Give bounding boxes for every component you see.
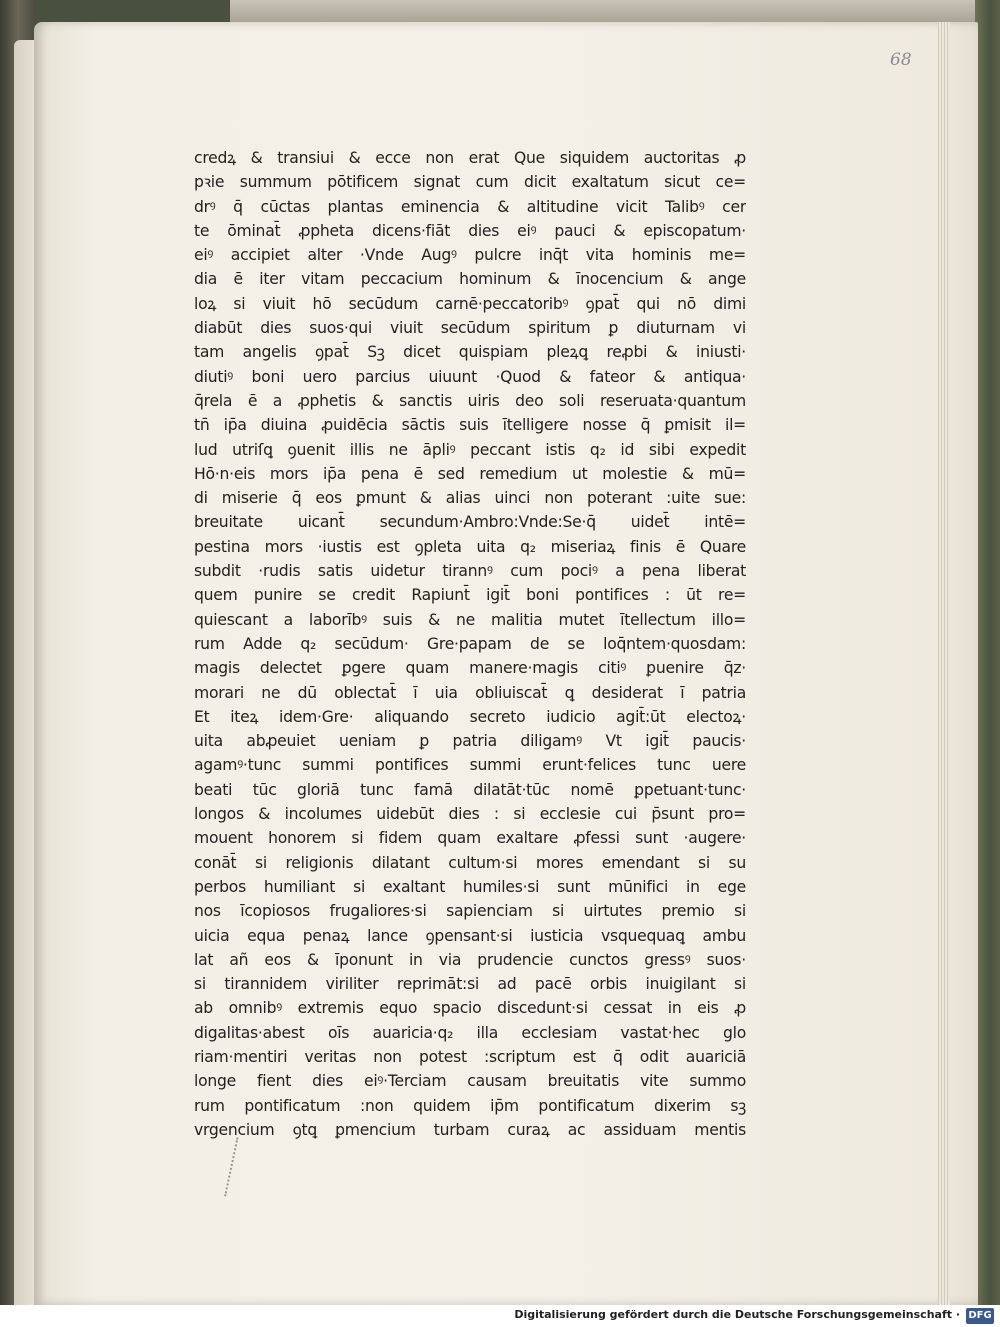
text-line: pestina mors ·iustis est ꝯpleta uita q₂ miseriaꝝ finis ē Quare: [194, 537, 746, 556]
text-line: eiꝰ accipiet alter ·Vnde Augꝰ pulcre inq̄t vita hominis me=: [194, 246, 746, 265]
text-line: lat añ eos & īponunt in via prudencie cunctos gressꝰ suos·: [194, 950, 746, 969]
text-line: beati tūc gloriā tunc famā dilatāt·tūc nomē ꝑpetuant·tunc·: [194, 780, 746, 799]
text-line: te ōminat̄ ꝓpheta dicens·fiāt dies eiꝰ pauci & episcopatum·: [194, 221, 746, 240]
text-line: di miserie q̄ eos ꝑmunt & alias uinci non poterant :uite sue:: [194, 489, 746, 508]
page-stack-edge: [938, 22, 950, 1305]
text-line: si tirannidem viriliter reprimāt:si ad pacē orbis inuigilant si: [194, 975, 746, 994]
text-line: credꝝ & transiui & ecce non erat Que siquidem auctoritas ꝓ: [194, 149, 746, 167]
text-line: Et iteꝝ idem·Gre· aliquando secreto iudicio agit̄:ūt electoꝝ·: [194, 707, 746, 726]
text-line: perbos humiliant si exaltant humiles·si sunt mūnifici in ege: [194, 877, 746, 896]
text-line: conāt̄ si religionis dilatant cultum·si mores emendant si su: [194, 853, 746, 872]
text-line: rum Adde q₂ secūdum· Gre·papam de se loq̄ntem·quosdam:: [194, 634, 746, 653]
text-line: drꝰ q̄ cūctas plantas eminencia & altitudine vicit Talibꝰ cer: [194, 197, 746, 216]
footer-bar: [0, 1305, 1000, 1327]
book-cover-right: [975, 0, 1000, 1305]
dfg-logo: DFG: [966, 1308, 994, 1324]
text-line: magis delectet ꝑgere quam manere·magis citiꝰ ꝑuenire q̄z·: [194, 659, 746, 678]
text-line: rum pontificatum :non quidem ip̄m pontificatum dixerim sꝫ: [194, 1096, 746, 1115]
text-line: lud utriſꝗ ꝯuenit illis ne āpliꝰ peccant istis q₂ id sibi expedit: [194, 440, 746, 459]
printed-text-block: [194, 146, 746, 1142]
text-line: Hō·n·eis mors ip̄a pena ē sed remedium ut molestie & mū=: [194, 464, 746, 483]
text-line: loꝝ si viuit hō secūdum carnē·peccatoribꝰ ꝯpat̄ qui nō dimi: [194, 294, 746, 313]
text-line: agamꝰ·tunc summi pontifices summi erunt·felices tunc uere: [194, 756, 746, 775]
text-line: quiescant a laborībꝰ suis & ne malitia mutet ītellectum illo=: [194, 610, 746, 629]
text-line: nos īcopiosos frugaliores·si sapienciam si uirtutes premio si: [194, 902, 746, 921]
text-line: dia ē iter vitam peccacium hominum & īnocencium & ange: [194, 270, 746, 289]
text-line: diutiꝰ boni uero parcius uiuunt ·Quod & fateor & antiqua·: [194, 367, 746, 386]
text-line: vrgencium ꝯtꝗ ꝑmencium turbam curaꝝ ac assiduam mentis: [194, 1120, 746, 1139]
text-line: tam angelis ꝯpat̄ Sꝫ dicet quispiam pleꝝꝗ reꝓbi & iniusti·: [194, 343, 746, 362]
text-line: quem punire se credit Rapiunt̄ igit̄ boni pontifices : ūt re=: [194, 586, 746, 605]
text-line: digalitas·abest oīs auaricia·q₂ illa ecclesiam vastat·hec glo: [194, 1023, 746, 1042]
text-line: subdit ·rudis satis uidetur tirannꝰ cum pociꝰ a pena liberat: [194, 562, 746, 581]
text-line: riam·mentiri veritas non potest :scriptum est q̄ odit auariciā: [194, 1047, 746, 1066]
funding-note: Digitalisierung gefördert durch die Deutsche Forschungsgemeinschaft ·: [514, 1308, 960, 1321]
folio-number: 68: [890, 50, 912, 70]
text-line: longe fient dies eiꝰ·Terciam causam breuitatis vite summo: [194, 1072, 746, 1091]
text-line: q̄rela ē a ꝓphetis & sanctis uiris deo soli reseruata·quantum: [194, 391, 746, 410]
text-line: uita abꝓeuiet ueniam ꝑ patria diligamꝰ Vt igit̄ paucis·: [194, 732, 746, 751]
book-top-edge: [230, 0, 1000, 22]
text-line: morari ne dū oblectat̄ ī uia obliuiscat̄ ꝗ desiderat ī patria: [194, 683, 746, 702]
text-line: tn̄ ip̄a diuina ꝓuidēcia sāctis suis ītelligere nosse q̄ ꝑmisit il=: [194, 416, 746, 435]
text-line: breuitate uicant̄ secundum·Ambro:Vnde:Se·q̄ uidet̄ intē=: [194, 513, 746, 532]
text-line: diabūt dies suos·qui viuit secūdum spiritum ꝑ diuturnam vi: [194, 319, 746, 338]
text-line: longos & incolumes uidebūt dies : si ecclesie cui p̄sunt pro=: [194, 805, 746, 824]
text-line: ab omnibꝰ extremis equo spacio discedunt·si cessat in eis ꝓ: [194, 999, 746, 1018]
text-line: pꝛie summum pōtificem signat cum dicit exaltatum sicut ce=: [194, 173, 746, 192]
text-line: uicia equa penaꝝ lance ꝯpensant·si iusticia vsquequaꝗ ambu: [194, 926, 746, 945]
text-line: mouent honorem si fidem quam exaltare ꝓfessi sunt ·augere·: [194, 829, 746, 848]
